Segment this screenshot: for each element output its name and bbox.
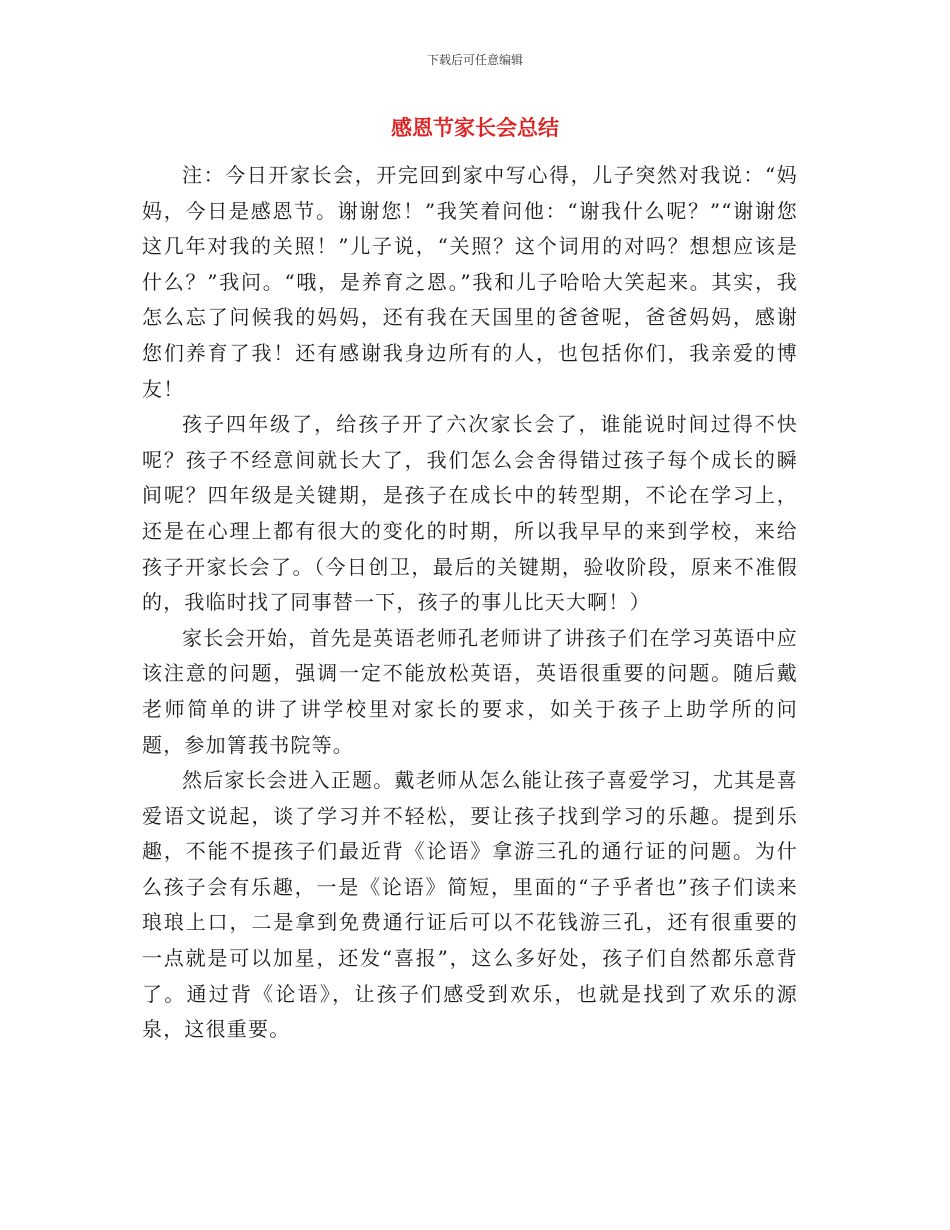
paragraph: 家长会开始，首先是英语老师孔老师讲了讲孩子们在学习英语中应该注意的问题，强调一定不能放松英语，英语很重要的问题。随后戴老师简单的讲了讲学校里对家长的要求，如关于孩子上助学所的问题，参加箐莪书院等。 bbox=[142, 625, 798, 757]
document-body bbox=[142, 158, 798, 1048]
header-note: 下载后可任意编辑 bbox=[426, 53, 523, 67]
document-title: 感恩节家长会总结 bbox=[391, 116, 559, 140]
paragraph: 孩子四年级了，给孩子开了六次家长会了，谁能说时间过得不快呢？孩子不经意间就长大了，我们怎么会舍得错过孩子每个成长的瞬间呢？四年级是关键期，是孩子在成长中的转型期，不论在学习上，还是在心理上都有很大的变化的时期，所以我早早的来到学校，来给孩子开家长会了。（今日创卫，最后的关键期，验收阶段，原来不准假的，我临时找了同事替一下，孩子的事儿比天大啊！） bbox=[142, 412, 798, 615]
paragraph: 然后家长会进入正题。戴老师从怎么能让孩子喜爱学习，尤其是喜爱语文说起，谈了学习并不轻松，要让孩子找到学习的乐趣。提到乐趣，不能不提孩子们最近背《论语》拿游三孔的通行证的问题。为什么孩子会有乐趣，一是《论语》简短，里面的“子乎者也”孩子们读来琅琅上口，二是拿到免费通行证后可以不花钱游三孔，还有很重要的一点就是可以加星，还发“喜报”，这么多好处，孩子们自然都乐意背了。通过背《论语》，让孩子们感受到欢乐，也就是找到了欢乐的源泉，这很重要。 bbox=[142, 768, 798, 1042]
paragraph: 注：今日开家长会，开完回到家中写心得，儿子突然对我说：“妈妈，今日是感恩节。谢谢您！”我笑着问他：“谢我什么呢？”“谢谢您这几年对我的关照！”儿子说，“关照？这个词用的对吗？想想应该是什么？”我问。“哦，是养育之恩。”我和儿子哈哈大笑起来。其实，我怎么忘了问候我的妈妈，还有我在天国里的爸爸呢，爸爸妈妈，感谢您们养育了我！还有感谢我身边所有的人，也包括你们，我亲爱的博友！ bbox=[142, 163, 798, 401]
